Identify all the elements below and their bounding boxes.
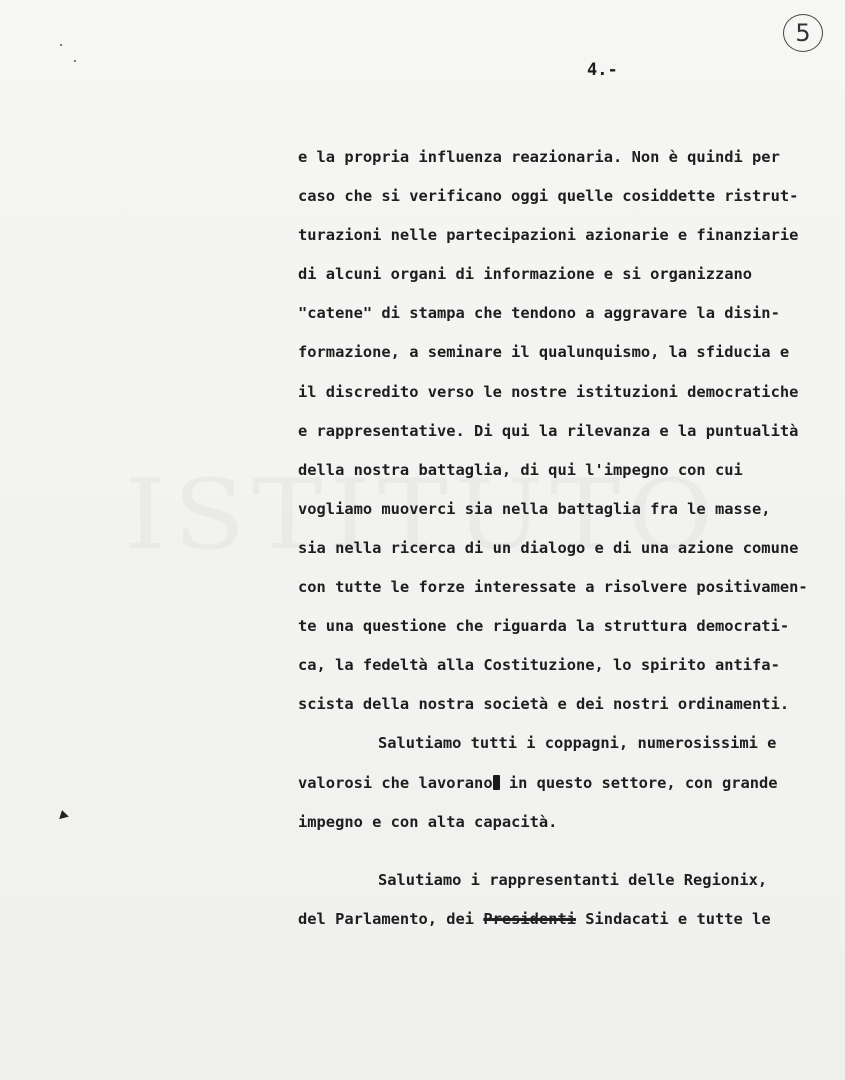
text-line: sia nella ricerca di un dialogo e di una azione comune: [298, 538, 799, 557]
text-line: ca, la fedeltà alla Costituzione, lo spirito antifa-: [298, 656, 780, 675]
text-line: Salutiamo i rappresentanti delle Regionix,: [378, 870, 768, 889]
paragraph-2: [298, 724, 845, 841]
struck-out-word: Presidenti: [483, 909, 576, 928]
margin-arrow-mark: [57, 809, 69, 819]
paragraph-gap: [298, 842, 845, 861]
text-line: di alcuni organi di informazione e si organizzano: [298, 265, 753, 284]
paragraph-1: [298, 138, 845, 724]
paragraph-3: [298, 861, 845, 939]
text-line: il discredito verso le nostre istituzioni democratiche: [298, 382, 799, 401]
text-line: e la propria influenza reazionaria. Non è quindi per: [298, 148, 780, 166]
text-line: "catene" di stampa che tendono a aggravare la disin-: [298, 304, 780, 323]
text-line: caso che si verificano oggi quelle cosiddette ristrut-: [298, 187, 799, 206]
text-fragment: Sindacati e tutte le: [576, 909, 771, 928]
text-line: della nostra battaglia, di qui l'impegno con cui: [298, 460, 743, 479]
typed-page-number: 4.-: [587, 60, 618, 80]
text-line: con tutte le forze interessate a risolvere positivamen-: [298, 578, 808, 597]
text-line: te una questione che riguarda la struttura democrati-: [298, 617, 790, 636]
circled-page-number: 5: [783, 14, 823, 52]
ink-speck: [74, 60, 76, 62]
text-line: turazioni nelle partecipazioni azionarie e finanziarie: [298, 226, 799, 245]
text-line: [298, 764, 845, 803]
typewritten-body: [298, 138, 845, 939]
ink-speck: [60, 44, 62, 46]
text-fragment: valorosi che lavorano: [298, 773, 493, 792]
text-line: formazione, a seminare il qualunquismo, la sfiducia e: [298, 343, 790, 362]
text-line: Salutiamo tutti i coppagni, numerosissimi e: [378, 734, 777, 753]
corner-stamp-mark: [30, 992, 100, 1072]
text-line: [298, 900, 845, 939]
text-line: scista della nostra società e dei nostri ordinamenti.: [298, 695, 790, 714]
text-line: e rappresentative. Di qui la rilevanza e la puntualità: [298, 421, 799, 440]
text-line: vogliamo muoverci sia nella battaglia fra le masse,: [298, 499, 771, 518]
ink-blot: [493, 775, 500, 790]
text-fragment: del Parlamento, dei: [298, 909, 484, 928]
text-fragment: in questo settore, con grande: [499, 773, 778, 792]
text-line: impegno e con alta capacità.: [298, 812, 558, 831]
